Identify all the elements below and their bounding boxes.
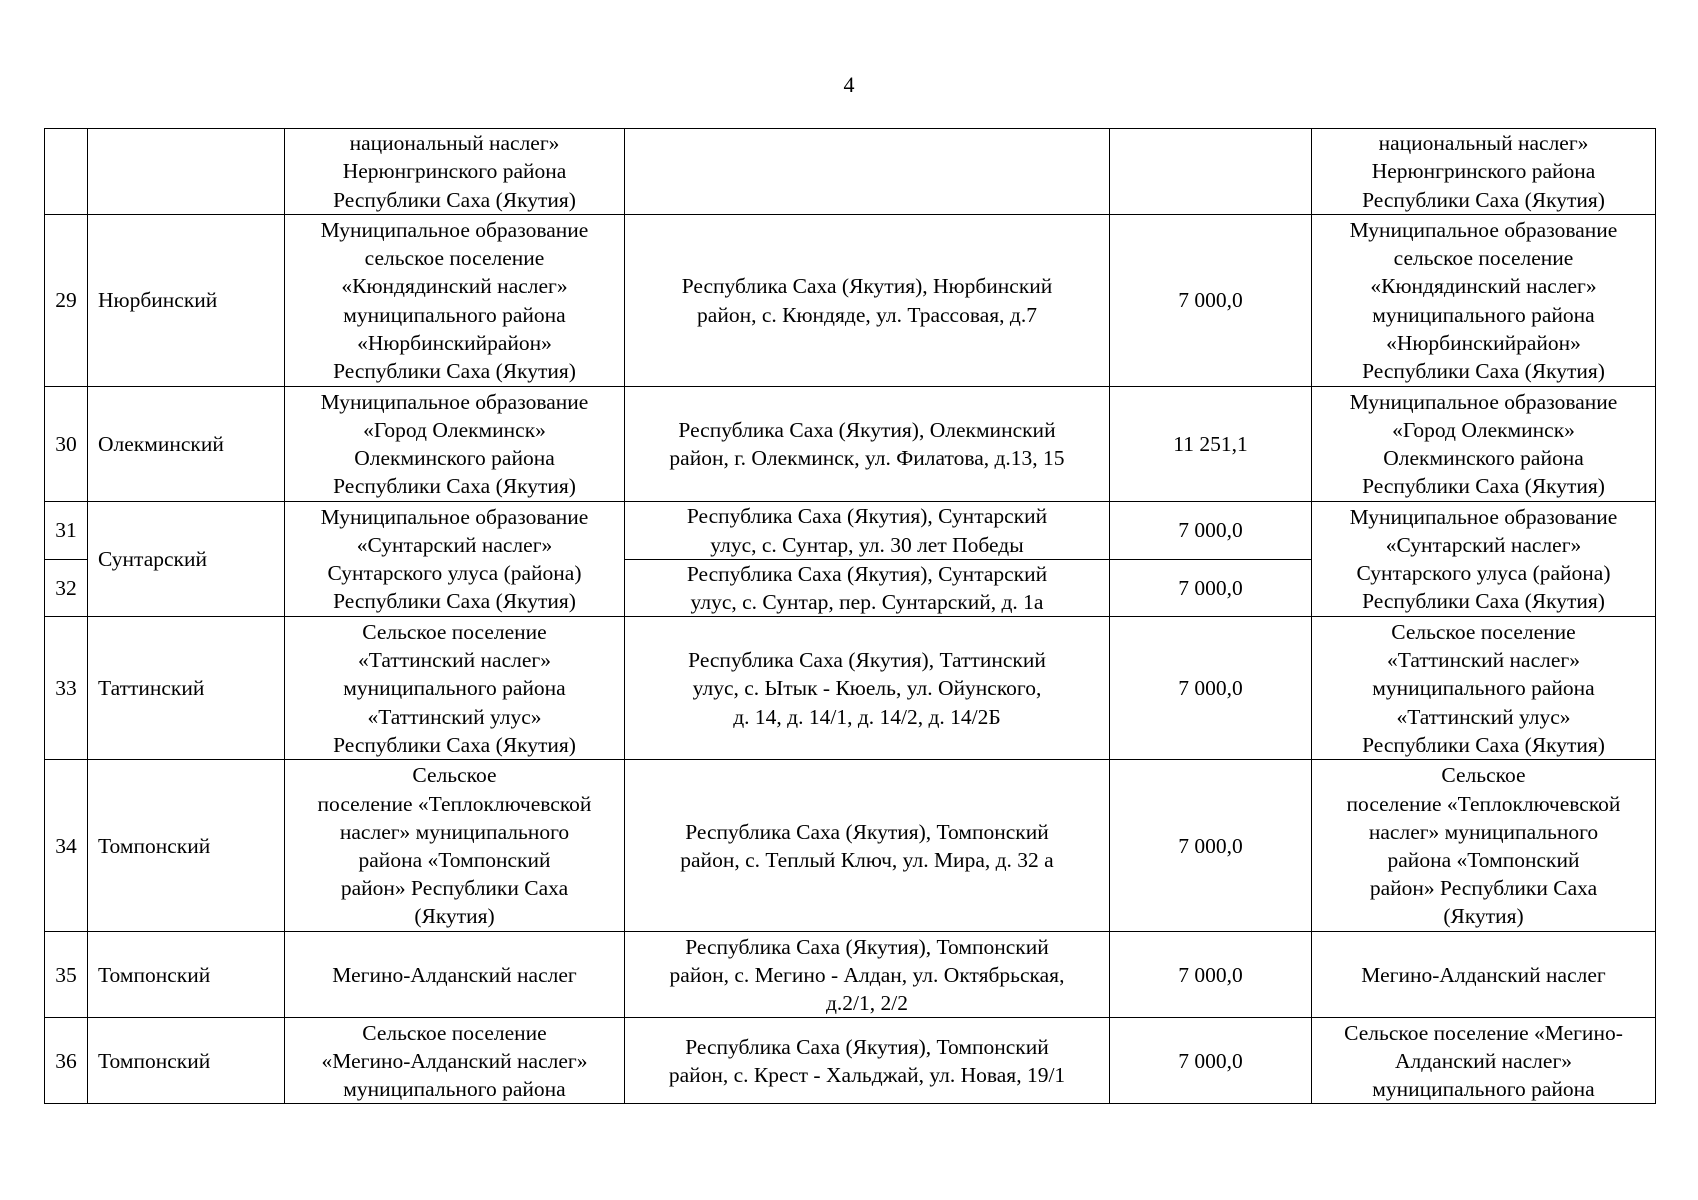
object-address [625, 129, 1110, 215]
district-name: Сунтарский [88, 502, 285, 617]
object-address: Республика Саха (Якутия), Таттинский улус, с. Ытык - Кюель, ул. Ойунского, д. 14, д. 14/1, д. 14/2, д. 14/2Б [625, 617, 1110, 760]
object-address: Республика Саха (Якутия), Томпонский район, с. Теплый Ключ, ул. Мира, д. 32 а [625, 760, 1110, 932]
municipal-entity: национальный наслег» Нерюнгринского района Республики Саха (Якутия) [285, 129, 625, 215]
funding-amount: 11 251,1 [1110, 387, 1312, 502]
municipal-entity: Сельское поселение «Теплоключевской наслег» муниципального района «Томпонский район» Республики Саха (Якутия) [285, 760, 625, 932]
row-number: 32 [45, 560, 88, 617]
row-number: 36 [45, 1018, 88, 1104]
funding-amount: 7 000,0 [1110, 1018, 1312, 1104]
funding-amount: 7 000,0 [1110, 617, 1312, 760]
municipal-entity: Сельское поселение «Мегино-Алданский наслег» муниципального района [285, 1018, 625, 1104]
recipient-entity: Сельское поселение «Таттинский наслег» муниципального района «Таттинский улус» Республики Саха (Якутия) [1312, 617, 1656, 760]
recipient-entity: Мегино-Алданский наслег [1312, 932, 1656, 1018]
municipal-entity: Сельское поселение «Таттинский наслег» муниципального района «Таттинский улус» Республики Саха (Якутия) [285, 617, 625, 760]
table-row [45, 760, 1656, 932]
row-number [45, 129, 88, 215]
recipient-entity: Сельское поселение «Теплоключевской наслег» муниципального района «Томпонский район» Республики Саха (Якутия) [1312, 760, 1656, 932]
table-row [45, 932, 1656, 1018]
funding-amount: 7 000,0 [1110, 502, 1312, 560]
table-row [45, 617, 1656, 760]
municipal-entity: Муниципальное образование «Город Олекминск» Олекминского района Республики Саха (Якутия) [285, 387, 625, 502]
object-address: Республика Саха (Якутия), Томпонский район, с. Крест - Хальджай, ул. Новая, 19/1 [625, 1018, 1110, 1104]
municipal-entity: Муниципальное образование сельское поселение «Кюндядинский наслег» муниципального района «Нюрбинскийрайон» Республики Саха (Якутия) [285, 215, 625, 387]
recipient-entity: Муниципальное образование сельское поселение «Кюндядинский наслег» муниципального района «Нюрбинскийрайон» Республики Саха (Якутия) [1312, 215, 1656, 387]
district-name: Томпонский [88, 760, 285, 932]
recipient-entity: национальный наслег» Нерюнгринского района Республики Саха (Якутия) [1312, 129, 1656, 215]
row-number: 31 [45, 502, 88, 560]
district-name: Олекминский [88, 387, 285, 502]
row-number: 29 [45, 215, 88, 387]
municipal-entity: Мегино-Алданский наслег [285, 932, 625, 1018]
object-address: Республика Саха (Якутия), Олекминский район, г. Олекминск, ул. Филатова, д.13, 15 [625, 387, 1110, 502]
funding-amount: 7 000,0 [1110, 932, 1312, 1018]
row-number: 33 [45, 617, 88, 760]
object-address: Республика Саха (Якутия), Томпонский район, с. Мегино - Алдан, ул. Октябрьская, д.2/1, 2/2 [625, 932, 1110, 1018]
table-row [45, 502, 1656, 560]
object-address: Республика Саха (Якутия), Сунтарский улус, с. Сунтар, пер. Сунтарский, д. 1а [625, 560, 1110, 617]
funding-amount: 7 000,0 [1110, 760, 1312, 932]
funding-amount: 7 000,0 [1110, 215, 1312, 387]
recipient-entity: Сельское поселение «Мегино- Алданский наслег» муниципального района [1312, 1018, 1656, 1104]
recipient-entity: Муниципальное образование «Сунтарский наслег» Сунтарского улуса (района) Республики Саха (Якутия) [1312, 502, 1656, 617]
municipal-entity: Муниципальное образование «Сунтарский наслег» Сунтарского улуса (района) Республики Саха (Якутия) [285, 502, 625, 617]
district-name: Томпонский [88, 1018, 285, 1104]
district-name: Томпонский [88, 932, 285, 1018]
funding-amount [1110, 129, 1312, 215]
funding-amount: 7 000,0 [1110, 560, 1312, 617]
row-number: 35 [45, 932, 88, 1018]
row-number: 34 [45, 760, 88, 932]
table-row [45, 1018, 1656, 1104]
table-row [45, 387, 1656, 502]
recipient-entity: Муниципальное образование «Город Олекминск» Олекминского района Республики Саха (Якутия) [1312, 387, 1656, 502]
district-name: Нюрбинский [88, 215, 285, 387]
allocation-table [44, 128, 1656, 1104]
object-address: Республика Саха (Якутия), Сунтарский улус, с. Сунтар, ул. 30 лет Победы [625, 502, 1110, 560]
district-name: Таттинский [88, 617, 285, 760]
row-number: 30 [45, 387, 88, 502]
object-address: Республика Саха (Якутия), Нюрбинский район, с. Кюндяде, ул. Трассовая, д.7 [625, 215, 1110, 387]
table-row [45, 215, 1656, 387]
page-number: 4 [843, 72, 855, 97]
district-name [88, 129, 285, 215]
table-row [45, 129, 1656, 215]
